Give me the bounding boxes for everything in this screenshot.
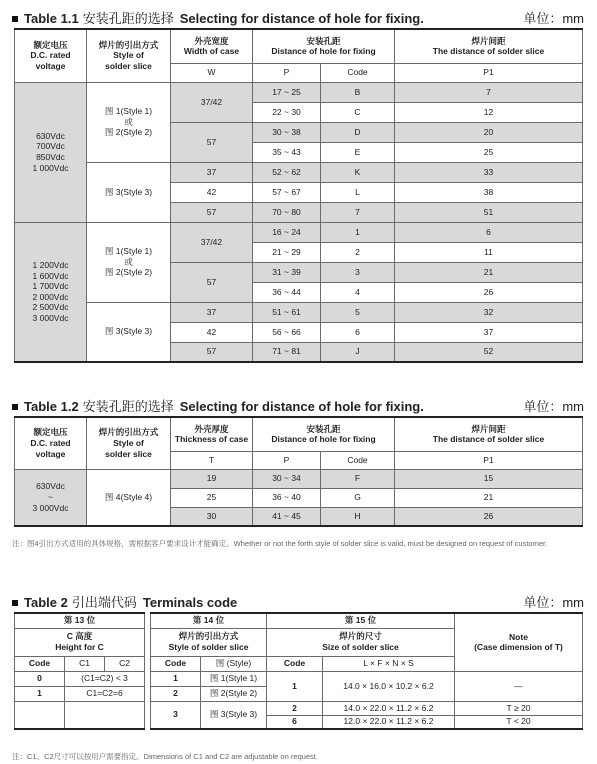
style-cell: 图 1(Style 1) 或 图 2(Style 2) [87, 222, 171, 302]
unit-label: 单位：mm [523, 11, 584, 26]
bullet-square-icon [12, 16, 18, 22]
table-2-title: Table 2 引出端代码 Terminals code 单位：mm [12, 592, 584, 610]
voltage-group-2: 1 200Vdc 1 600Vdc 1 700Vdc 2 000Vdc 2 500Vdc 3 000Vdc [15, 222, 87, 362]
bullet-square-icon [12, 404, 18, 410]
table-1-2-title: Table 1.2 安装孔距的选择 Selecting for distance of hole for fixing. 单位：mm [12, 396, 584, 414]
table-2-note: 注：C1、C2尺寸可以按用户需要指定。Dimensions of C1 and C2 are adjustable on request. [12, 752, 318, 761]
style-cell: 图 1(Style 1) 或 图 2(Style 2) [87, 82, 171, 162]
table-1-1-title: Table 1.1 安装孔距的选择 Selecting for distance of hole for fixing. 单位：mm [12, 8, 584, 26]
bullet-square-icon [12, 600, 18, 606]
table-1-2: 额定电压 D.C. rated voltage 焊片的引出方式 Style of solder slice 外壳厚度 Thickness of case 安装孔距 Distance of hole for fixing 焊片间距 The distance of solder slice T P Code P1 630Vdc ~ 3 000Vdc 图 4(Style 4) 19 30 ~ 34 F 15 25 36 ~ 40 G 21 30 41 ~ 45 H 26 [14, 416, 583, 527]
header-hole-distance: 安装孔距 Distance of hole for fixing [253, 29, 395, 63]
table-1-1: 额定电压 D.C. rated voltage 焊片的引出方式 Style of solder slice 外壳宽度 Width of case 安装孔距 Distance of hole for fixing 焊片间距 The distance of solder slice W P Code P1 630Vdc 700Vdc 850Vdc 1 000Vdc 图 1(Style 1) 或 图 2(Style 2) 37/42 17 ~ 25 B 7 22 ~ 30 C 12 57 30 ~ 38 D 20 35 ~ 43 E 25 图 3(Style 3) 37 52 ~ 62 K 33 42 57 ~ 67 L 38 57 70 ~ 80 7 51 1 200Vdc 1 600Vdc 1 700Vdc 2 000Vdc 2 500Vdc 3 000Vdc 图 1(Style 1) 或 图 2(Style 2) 37/42 16 ~ 24 1 6 21 ~ 29 2 11 57 31 ~ 39 3 21 36 ~ 44 4 26 图 3(Style 3) 37 51 ~ 61 5 32 42 56 ~ 66 6 37 57 71 ~ 81 J 52 [14, 28, 583, 363]
width-cell: 57 [171, 122, 253, 162]
unit-label: 单位：mm [523, 399, 584, 414]
header-solder-distance: 焊片间距 The distance of solder slice [395, 29, 583, 63]
voltage-group-1: 630Vdc 700Vdc 850Vdc 1 000Vdc [15, 82, 87, 222]
table-1-2-note: 注：图4引出方式适用的具体规格，需根据客户要求设计才能确定。Whether or not the forth style of solder slice is valid, must be designed on request of customer. [12, 539, 548, 548]
header-width: 外壳宽度 Width of case [171, 29, 253, 63]
width-cell: 37/42 [171, 82, 253, 122]
unit-label: 单位：mm [523, 595, 584, 610]
style-cell: 图 3(Style 3) [87, 162, 171, 222]
table-2-pos14-15: 第 14 位 第 15 位 Note (Case dimension of T) 焊片的引出方式 Style of solder slice 焊片的尺寸 Size of solder slice Code 图 (Style) Code L × F × N × S 1 图 1(Style 1) 1 14.0 × 16.0 × 10.2 × 6.2 — 2 图 2(Style 2) 3 图 3(Style 3) 2 14.0 × 22.0 × 11.2 × 6.2 T ≥ 20 6 12.0 × 22.0 × 11.2 × 6.2 T < 20 [150, 612, 583, 730]
header-voltage: 额定电压 D.C. rated voltage [15, 29, 87, 82]
table-2-pos13: 第 13 位 C 高度 Height for C Code C1 C2 0 (C1=C2) < 3 1 C1=C2=6 [14, 612, 145, 730]
header-style: 焊片的引出方式 Style of solder slice [87, 29, 171, 82]
